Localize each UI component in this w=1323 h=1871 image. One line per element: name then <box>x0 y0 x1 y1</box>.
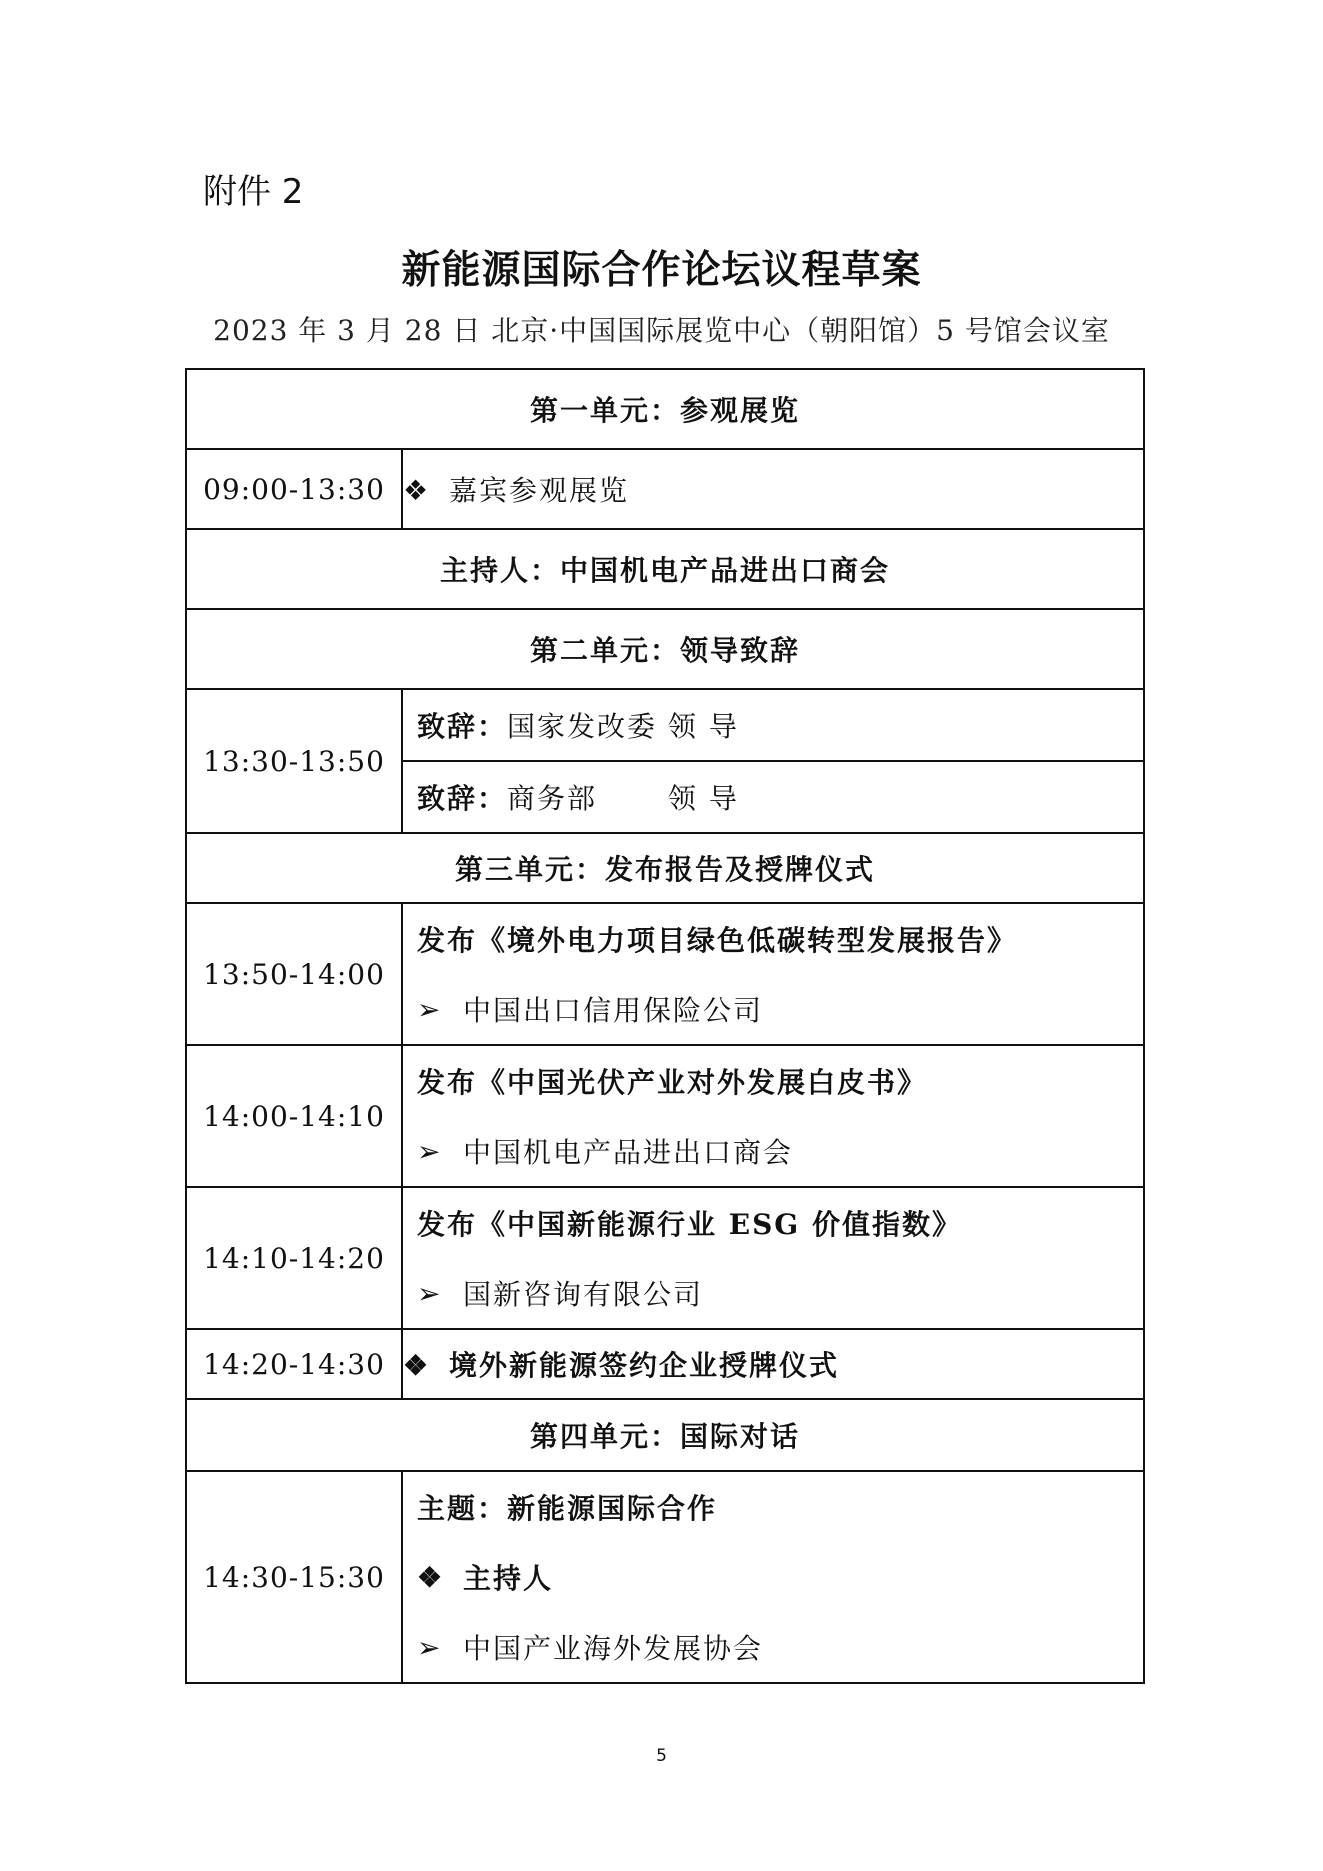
document-subtitle: 2023 年 3 月 28 日 北京·中国国际展览中心（朝阳馆）5 号馆会议室 <box>213 314 1110 347</box>
dialogue-theme: 主题：新能源国际合作 <box>417 1492 718 1525</box>
arrow-bullet-icon: ➢ <box>417 992 443 1026</box>
release-row <box>186 903 1144 1045</box>
diamond-bullet-icon: ❖ <box>403 1349 431 1382</box>
attachment-label: 附件 2 <box>203 172 304 212</box>
agenda-table <box>185 368 1145 1684</box>
release-org-text: 国新咨询有限公司 <box>463 1278 704 1311</box>
speech-prefix: 致辞： <box>417 710 508 743</box>
unit1-row <box>186 449 1144 529</box>
agenda-item-text: 嘉宾参观展览 <box>449 474 630 507</box>
unit2-heading: 第二单元：领导致辞 <box>186 609 1144 689</box>
release-title: 发布《中国新能源行业 ESG 价值指数》 <box>417 1208 962 1241</box>
time-cell: 14:00-14:10 <box>186 1045 402 1187</box>
unit1-heading: 第一单元：参观展览 <box>186 369 1144 449</box>
time-cell: 13:30-13:50 <box>186 689 402 833</box>
unit3-heading-row <box>186 833 1144 903</box>
unit2-heading-row <box>186 609 1144 689</box>
speech-text: 国家发改委 领 导 <box>507 710 739 743</box>
dialogue-cell <box>402 1471 1144 1683</box>
release-org <box>403 1258 1143 1328</box>
agenda-item <box>402 449 1144 529</box>
release-row <box>186 1045 1144 1187</box>
release-title: 发布《中国光伏产业对外发展白皮书》 <box>417 1066 928 1099</box>
dialogue-host-label <box>403 1542 1143 1612</box>
host-row <box>186 529 1144 609</box>
unit4-row <box>186 1471 1144 1683</box>
release-org <box>403 974 1143 1044</box>
arrow-bullet-icon: ➢ <box>417 1630 443 1664</box>
release-title: 发布《境外电力项目绿色低碳转型发展报告》 <box>417 924 1018 957</box>
time-cell: 14:30-15:30 <box>186 1471 402 1683</box>
ceremony-item <box>402 1329 1144 1399</box>
unit4-heading: 第四单元：国际对话 <box>186 1399 1144 1471</box>
time-cell: 14:10-14:20 <box>186 1187 402 1329</box>
dialogue-host-org <box>403 1612 1143 1682</box>
ceremony-text: 境外新能源签约企业授牌仪式 <box>449 1349 840 1382</box>
arrow-bullet-icon: ➢ <box>417 1276 443 1310</box>
unit3-heading: 第三单元：发布报告及授牌仪式 <box>186 833 1144 903</box>
arrow-bullet-icon: ➢ <box>417 1134 443 1168</box>
time-cell: 13:50-14:00 <box>186 903 402 1045</box>
release-org-text: 中国出口信用保险公司 <box>463 994 764 1027</box>
release-cell <box>402 1187 1144 1329</box>
unit2-row <box>186 689 1144 833</box>
time-cell: 14:20-14:30 <box>186 1329 402 1399</box>
speech-item <box>403 690 1143 762</box>
release-org <box>403 1116 1143 1186</box>
time-cell: 09:00-13:30 <box>186 449 402 529</box>
dialogue-host-label-text: 主持人 <box>463 1562 554 1595</box>
release-cell <box>402 1045 1144 1187</box>
host-heading: 主持人：中国机电产品进出口商会 <box>186 529 1144 609</box>
unit4-heading-row <box>186 1399 1144 1471</box>
release-org-text: 中国机电产品进出口商会 <box>463 1136 794 1169</box>
speech-list <box>402 689 1144 833</box>
speech-text: 商务部 领 导 <box>507 782 739 815</box>
page-number: 5 <box>656 1746 667 1766</box>
dialogue-host-org-text: 中国产业海外发展协会 <box>463 1632 764 1665</box>
diamond-bullet-icon: ❖ <box>403 474 431 507</box>
document-title: 新能源国际合作论坛议程草案 <box>401 247 922 293</box>
release-row <box>186 1187 1144 1329</box>
release-cell <box>402 903 1144 1045</box>
speech-item <box>403 762 1143 832</box>
ceremony-row <box>186 1329 1144 1399</box>
unit1-heading-row <box>186 369 1144 449</box>
speech-prefix: 致辞： <box>417 782 508 815</box>
diamond-bullet-icon: ❖ <box>417 1560 445 1594</box>
